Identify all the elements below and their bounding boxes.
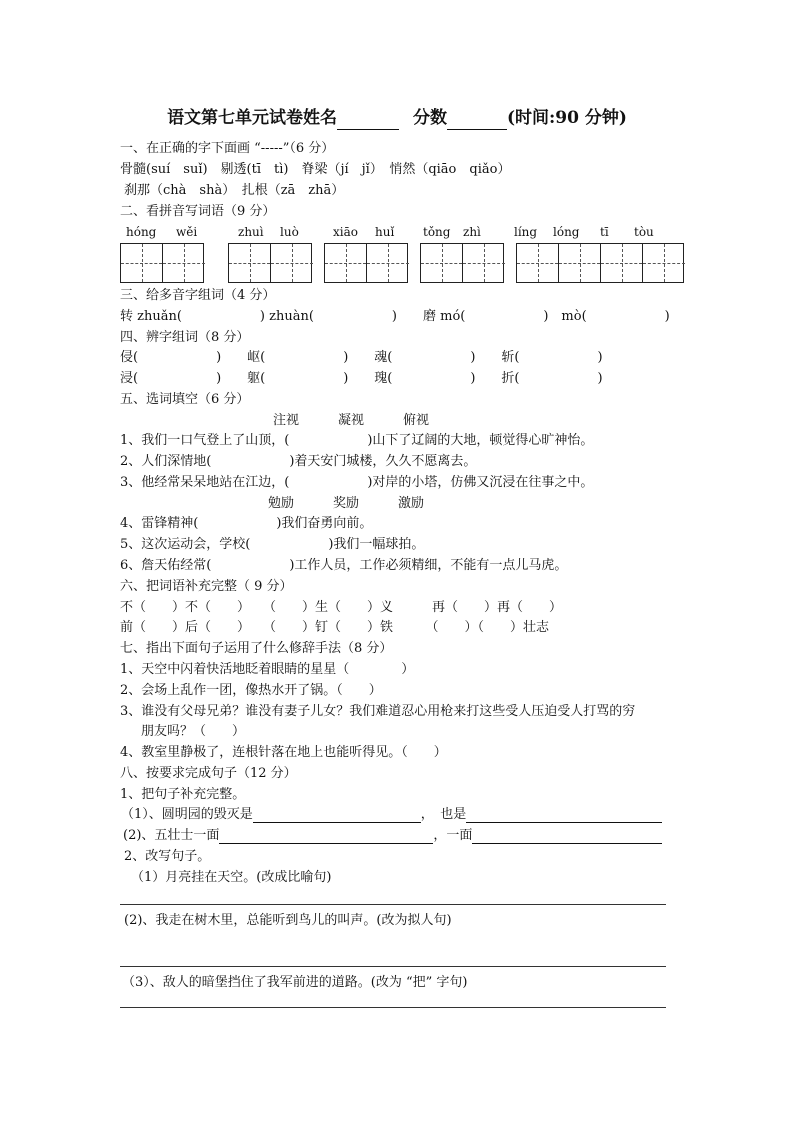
section-1-line-2: 刹那（chà shà） 扎根（zā zhā）	[124, 183, 345, 198]
answer-line[interactable]	[120, 1007, 666, 1008]
pinyin-2: wěi	[176, 225, 198, 239]
fill-question-1: 1、我们一口气登上了山顶，( )山下了辽阔的大地，顿觉得心旷神怡。	[120, 433, 594, 448]
section-8-sub-2: 2、改写句子。	[124, 849, 211, 864]
word-choices-2: 勉励 奖励 激励	[268, 496, 425, 511]
fill-question-5: 5、这次运动会，学校( )我们一幅球拍。	[120, 537, 425, 552]
section-5-heading: 五、选词填空（6 分）	[120, 392, 250, 407]
fill-question-4: 4、雷锋精神( )我们奋勇向前。	[120, 516, 373, 531]
pinyin-6: huǐ	[375, 225, 395, 239]
rhetoric-question-3: 3、谁没有父母兄弟？谁没有妻子儿女？我们难道忍心用枪来打这些受人压迫受人打骂的穷	[120, 704, 636, 719]
section-3-line: 转 zhuǎn( ) zhuàn( ) 磨 mó( ) mò( )	[120, 309, 670, 324]
section-4-line-1: 侵( ) 岖( ) 魂( ) 斩( )	[120, 350, 603, 365]
section-6-line-1: 不（ ）不（ ） （ ）生（ ）义 再（ ）再（ ）	[120, 600, 563, 615]
writing-grid-3[interactable]	[324, 243, 408, 283]
complete-sentence-1: （1）、圆明园的毁灭是 ， 也是	[121, 807, 662, 823]
answer-blank[interactable]	[219, 829, 433, 844]
name-blank[interactable]	[337, 115, 399, 130]
writing-grid-1[interactable]	[120, 243, 204, 283]
section-2-heading: 二、看拼音写词语（9 分）	[120, 204, 276, 219]
fill-question-6: 6、詹天佑经常( )工作人员，工作必须精细，不能有一点儿马虎。	[120, 558, 568, 573]
section-8-heading: 八、按要求完成句子（12 分）	[120, 766, 297, 781]
complete-sentence-2: (2)、五壮士一面 ，一面	[123, 828, 662, 844]
page-title	[0, 106, 794, 130]
writing-grid-4[interactable]	[420, 243, 504, 283]
pinyin-12: tòu	[634, 225, 654, 239]
section-8-sub-1: 1、把句子补充完整。	[120, 787, 246, 802]
rhetoric-question-3-cont: 朋友吗？（ ）	[141, 724, 246, 739]
section-6-heading: 六、把词语补充完整（ 9 分）	[120, 579, 293, 594]
score-blank[interactable]	[447, 115, 507, 130]
section-4-heading: 四、辨字组词（8 分）	[120, 330, 250, 345]
fill-question-2: 2、人们深情地( )着天安门城楼，久久不愿离去。	[120, 454, 477, 469]
rhetoric-question-4: 4、教室里静极了，连根针落在地上也能听得见。（ ）	[120, 745, 447, 760]
writing-grid-2[interactable]	[228, 243, 312, 283]
fill-question-3: 3、他经常呆呆地站在江边，( )对岸的小塔，仿佛又沉浸在往事之中。	[120, 475, 594, 490]
section-1-heading: 一、在正确的字下面画 “-----”（6 分）	[120, 141, 335, 156]
rhetoric-question-1: 1、天空中闪着快活地眨着眼睛的星星（ ）	[120, 662, 415, 677]
answer-blank[interactable]	[472, 829, 662, 844]
title-main: 语文第七单元试卷姓名	[167, 108, 338, 128]
pinyin-9: líng	[514, 225, 538, 239]
rewrite-question-1: （1）月亮挂在天空。(改成比喻句)	[131, 870, 332, 885]
answer-blank[interactable]	[253, 808, 421, 823]
writing-grid-5[interactable]	[516, 243, 684, 283]
section-6-line-2: 前（ ）后（ ） （ ）钉（ ）铁 （ ）（ ）壮志	[120, 620, 550, 635]
score-label: 分数	[412, 108, 447, 128]
pinyin-1: hóng	[126, 225, 157, 239]
section-7-heading: 七、指出下面句子运用了什么修辞手法（8 分）	[120, 641, 393, 656]
pinyin-10: lóng	[553, 225, 580, 239]
section-4-line-2: 浸( ) 躯( ) 瑰( ) 折( )	[120, 371, 603, 386]
answer-line[interactable]	[120, 966, 666, 967]
word-choices-1: 注视 凝视 俯视	[273, 413, 430, 428]
pinyin-11: tī	[600, 225, 609, 239]
section-3-heading: 三、给多音字组词（4 分）	[120, 288, 276, 303]
pinyin-7: tǒng	[423, 225, 451, 239]
rhetoric-question-2: 2、会场上乱作一团，像热水开了锅。（ ）	[120, 683, 382, 698]
answer-line[interactable]	[120, 904, 666, 905]
time-limit: (时间:90 分钟)	[506, 108, 627, 128]
pinyin-5: xiāo	[333, 225, 358, 239]
pinyin-4: luò	[280, 225, 299, 239]
rewrite-question-2: (2)、我走在树木里，总能听到鸟儿的叫声。(改为拟人句)	[124, 913, 452, 928]
section-1-line-1: 骨髓(suí suǐ) 剔透(tī tì) 脊梁（jí jǐ） 悄然（qiāo qiǎo）	[120, 162, 511, 177]
rewrite-question-3: （3）、敌人的暗堡挡住了我军前进的道路。(改为 “把” 字句)	[122, 975, 468, 990]
answer-blank[interactable]	[466, 808, 662, 823]
pinyin-8: zhì	[463, 225, 481, 239]
pinyin-3: zhuì	[238, 225, 264, 239]
